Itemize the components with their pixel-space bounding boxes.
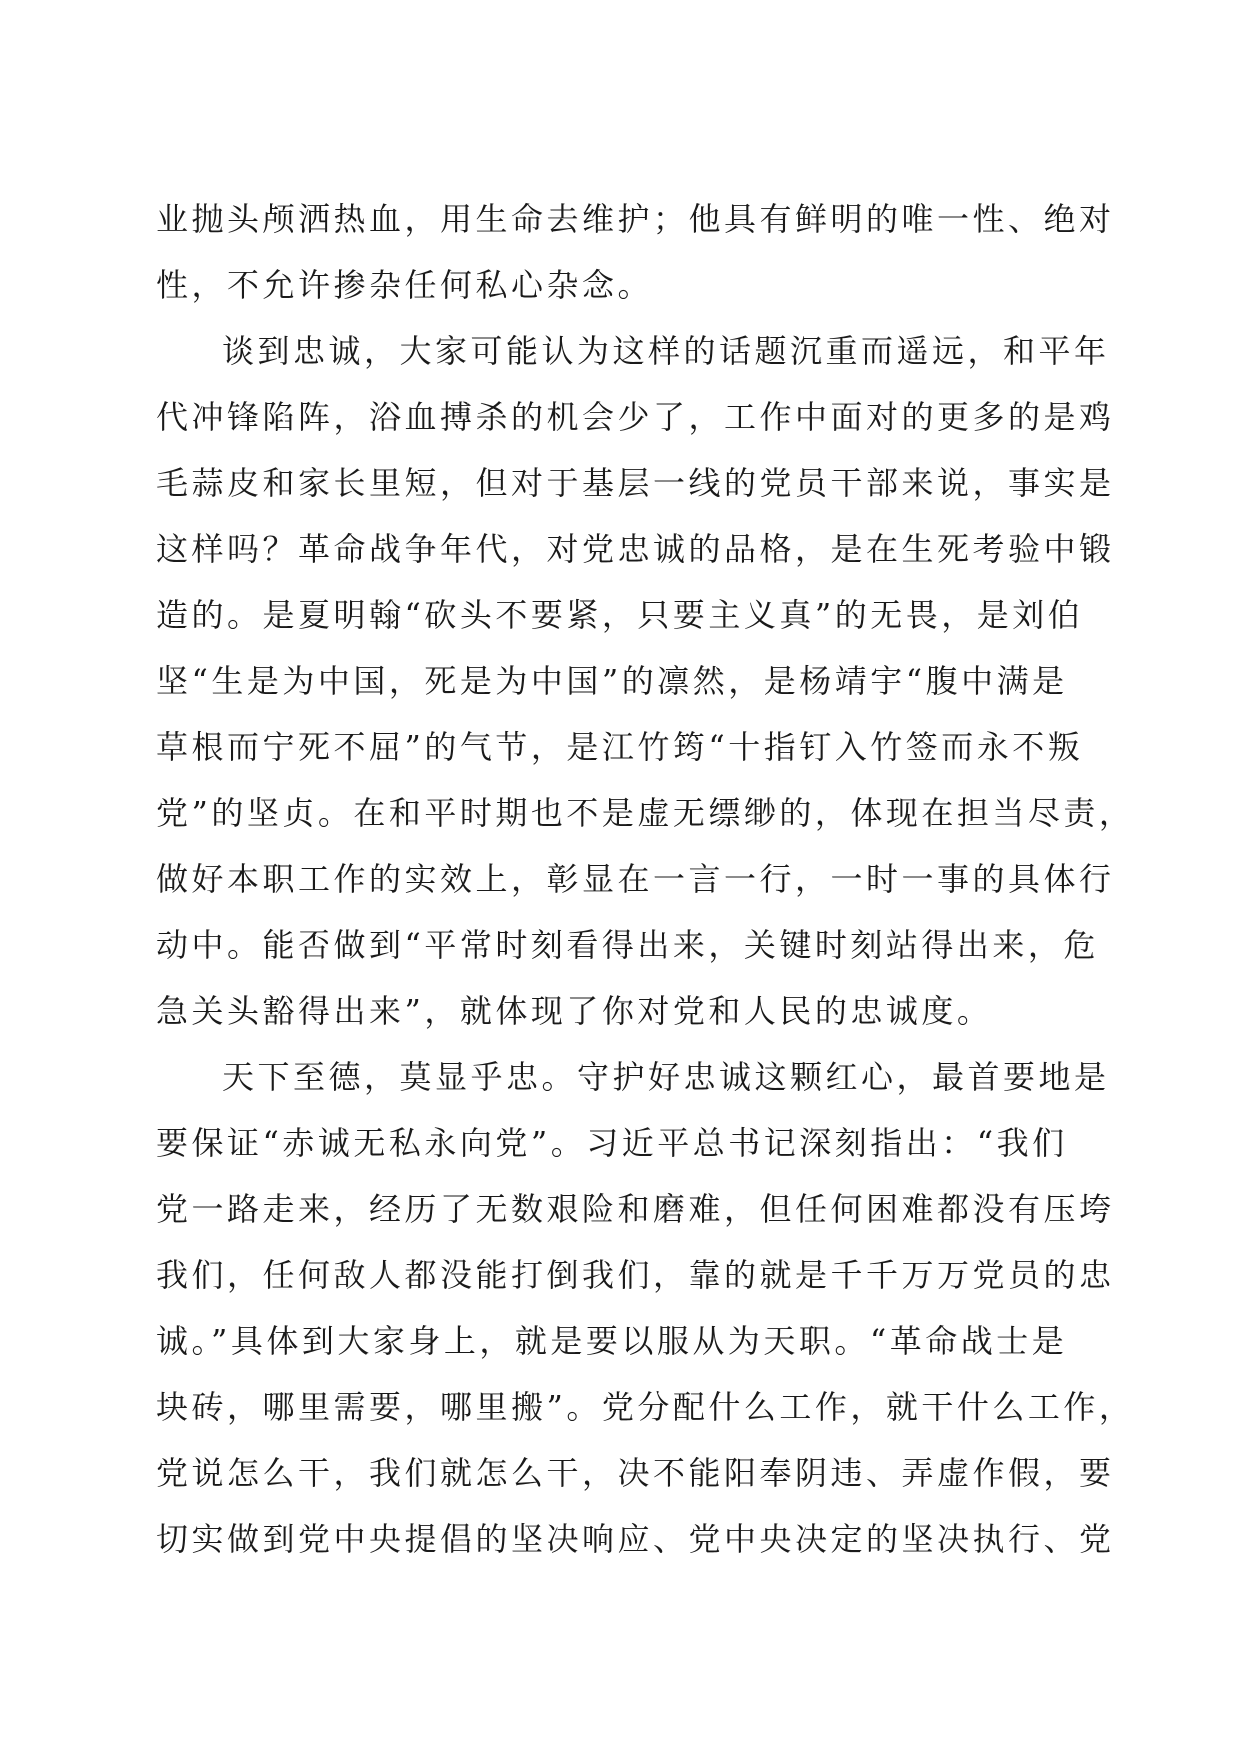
text-line: 急关头豁得出来”，就体现了你对党和人民的忠诚度。	[156, 992, 993, 1030]
text-line: 我们，任何敌人都没能打倒我们，靠的就是千千万万党员的忠	[156, 1256, 1115, 1294]
text-line: 业抛头颅洒热血，用生命去维护；他具有鲜明的唯一性、绝对	[156, 200, 1115, 238]
text-line: 党”的坚贞。在和平时期也不是虚无缥缈的，体现在担当尽责，	[156, 794, 1135, 832]
text-line: 党说怎么干，我们就怎么干，决不能阳奉阴违、弄虚作假，要	[156, 1454, 1115, 1492]
text-line: 草根而宁死不屈”的气节，是江竹筠“十指钉入竹签而永不叛	[156, 728, 1084, 766]
text-line: 切实做到党中央提倡的坚决响应、党中央决定的坚决执行、党	[156, 1520, 1115, 1558]
text-line: 这样吗？革命战争年代，对党忠诚的品格，是在生死考验中锻	[156, 530, 1115, 568]
body-text	[156, 186, 1135, 1572]
text-line-indented: 谈到忠诚，大家可能认为这样的话题沉重而遥远，和平年	[222, 332, 1110, 370]
text-line: 要保证“赤诚无私永向党”。习近平总书记深刻指出：“我们	[156, 1124, 1068, 1162]
text-line-indented: 天下至德，莫显乎忠。守护好忠诚这颗红心，最首要地是	[222, 1058, 1110, 1096]
text-line: 造的。是夏明翰“砍头不要紧，只要主义真”的无畏，是刘伯	[156, 596, 1084, 634]
text-line: 毛蒜皮和家长里短，但对于基层一线的党员干部来说，事实是	[156, 464, 1115, 502]
paragraph-1	[156, 186, 1115, 318]
paragraph-3	[156, 1044, 1135, 1572]
paragraph-2	[156, 318, 1135, 1044]
text-line: 做好本职工作的实效上，彰显在一言一行，一时一事的具体行	[156, 860, 1115, 898]
text-line: 坚“生是为中国，死是为中国”的凛然，是杨靖宇“腹中满是	[156, 662, 1068, 700]
text-line: 诚。”具体到大家身上，就是要以服从为天职。“革命战士是	[156, 1322, 1068, 1360]
text-line: 块砖，哪里需要，哪里搬”。党分配什么工作，就干什么工作，	[156, 1388, 1135, 1426]
text-line: 动中。能否做到“平常时刻看得出来，关键时刻站得出来，危	[156, 926, 1099, 964]
text-line: 代冲锋陷阵，浴血搏杀的机会少了，工作中面对的更多的是鸡	[156, 398, 1115, 436]
text-line: 党一路走来，经历了无数艰险和磨难，但任何困难都没有压垮	[156, 1190, 1115, 1228]
text-line: 性，不允许掺杂任何私心杂念。	[156, 266, 654, 304]
